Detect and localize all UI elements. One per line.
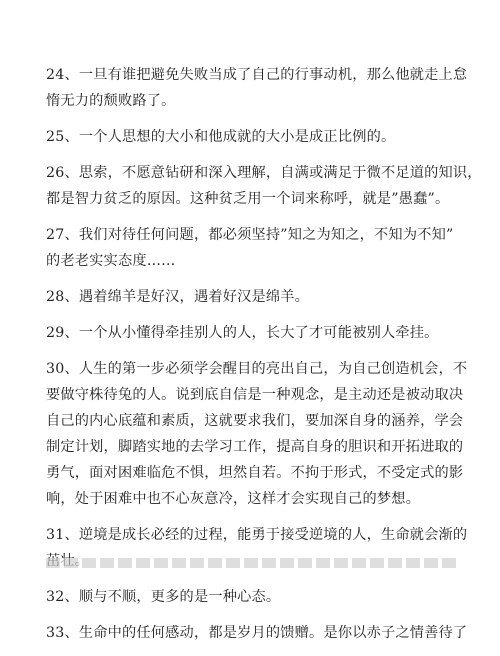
quote-line: 30、人生的第一步必须学会醒目的亮出自己，为自己创造机会，不 [46,361,468,377]
quote-26 [46,160,482,212]
quote-32 [46,584,466,610]
quote-line: 都是智力贫乏的原因。这种贫乏用一个词来称呼，就是”愚蠢”。 [46,191,450,207]
quote-line: 31、逆境是成长必经的过程，能勇于接受逆境的人，生命就会渐的 [46,527,468,543]
quote-line: 27、我们对待任何问题，都必须坚持”知之为知之，不知为不知” [46,227,454,243]
quote-30 [46,356,466,512]
quote-25 [46,124,466,150]
quote-33 [46,620,466,646]
quote-line: 32、顺与不顺，更多的是一种心态。 [46,589,281,605]
quote-28 [46,284,466,310]
quote-line: 惰无力的颓败路了。 [46,93,176,109]
quote-line: 自己的内心底蕴和素质，这就要求我们，要加深自身的涵养，学会 [46,413,464,429]
quote-29 [46,320,466,346]
quote-line: 25、一个人思想的大小和他成就的大小是成正比例的。 [46,129,396,145]
quote-27 [46,222,466,274]
quote-line: 24、一旦有谁把避免失败当成了自己的行事动机，那么他就走上怠 [46,67,468,83]
quote-line: 的老老实实态度…… [46,253,176,269]
quote-line: 勇气，面对困难临危不惧，坦然自若。不拘于形式，不受定式的影 [46,465,464,481]
quote-line: 制定计划，脚踏实地的去学习工作，提高自身的胆识和开拓进取的 [46,439,464,455]
cut-off-text-row [46,558,456,568]
quote-line: 33、生命中的任何感动，都是岁月的馈赠。是你以赤子之情善待了 [46,625,468,641]
quote-line: 28、遇着绵羊是好汉，遇着好汉是绵羊。 [46,289,310,305]
quote-line: 响，处于困难中也不心灰意冷，这样才会实现自己的梦想。 [46,491,421,507]
quote-line: 26、思索，不愿意钻研和深入理解，自满或满足于微不足道的知识， [46,165,482,181]
quote-line: 要做守株待兔的人。说到底自信是一种观念，是主动还是被动取决 [46,387,464,403]
quote-line: 29、一个从小懂得牵挂别人的人，长大了才可能被别人牵挂。 [46,325,439,341]
quote-24 [46,62,466,114]
